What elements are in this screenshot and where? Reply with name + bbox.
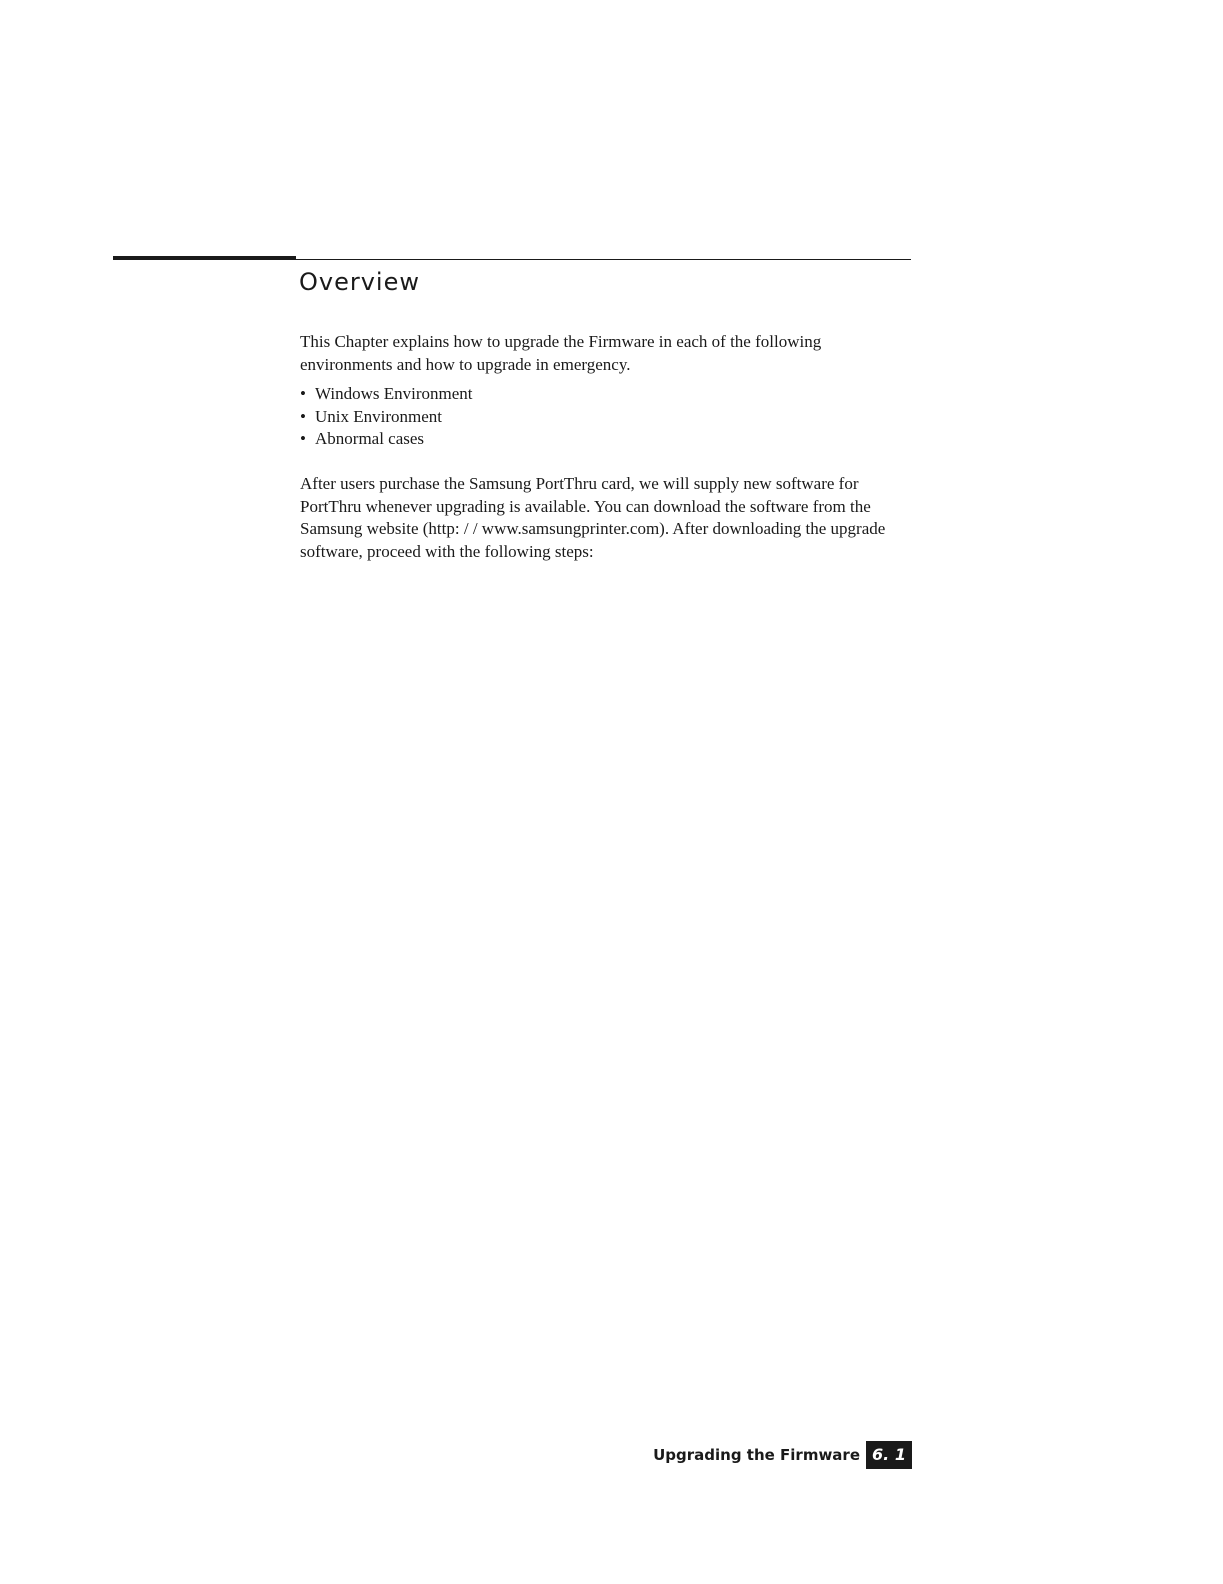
- list-item: [300, 406, 473, 429]
- list-item-label: Windows Environment: [315, 384, 473, 403]
- page-number-badge: 6. 1: [866, 1441, 912, 1469]
- environment-list: [300, 383, 473, 451]
- footer-chapter-title: Upgrading the Firmware: [653, 1446, 860, 1464]
- bullet-icon: •: [300, 406, 306, 426]
- list-item-label: Unix Environment: [315, 406, 443, 426]
- section-rule: [113, 259, 911, 260]
- list-item: [300, 428, 473, 451]
- download-paragraph: After users purchase the Samsung PortThru card, we will supply new software for PortThru whenever upgrading is available. You can download the software from the Samsung website (http: / / www.samsungprinter.com). After downloading the upgrade software, proceed with the following steps:: [300, 474, 886, 561]
- bullet-icon: •: [300, 429, 306, 448]
- intro-paragraph: This Chapter explains how to upgrade the Firmware in each of the following environments and how to upgrade in emergency.: [300, 332, 822, 374]
- section-title: Overview: [299, 268, 420, 296]
- list-item: [300, 383, 473, 406]
- list-item-label: Abnormal cases: [315, 429, 425, 448]
- bullet-icon: •: [300, 384, 306, 403]
